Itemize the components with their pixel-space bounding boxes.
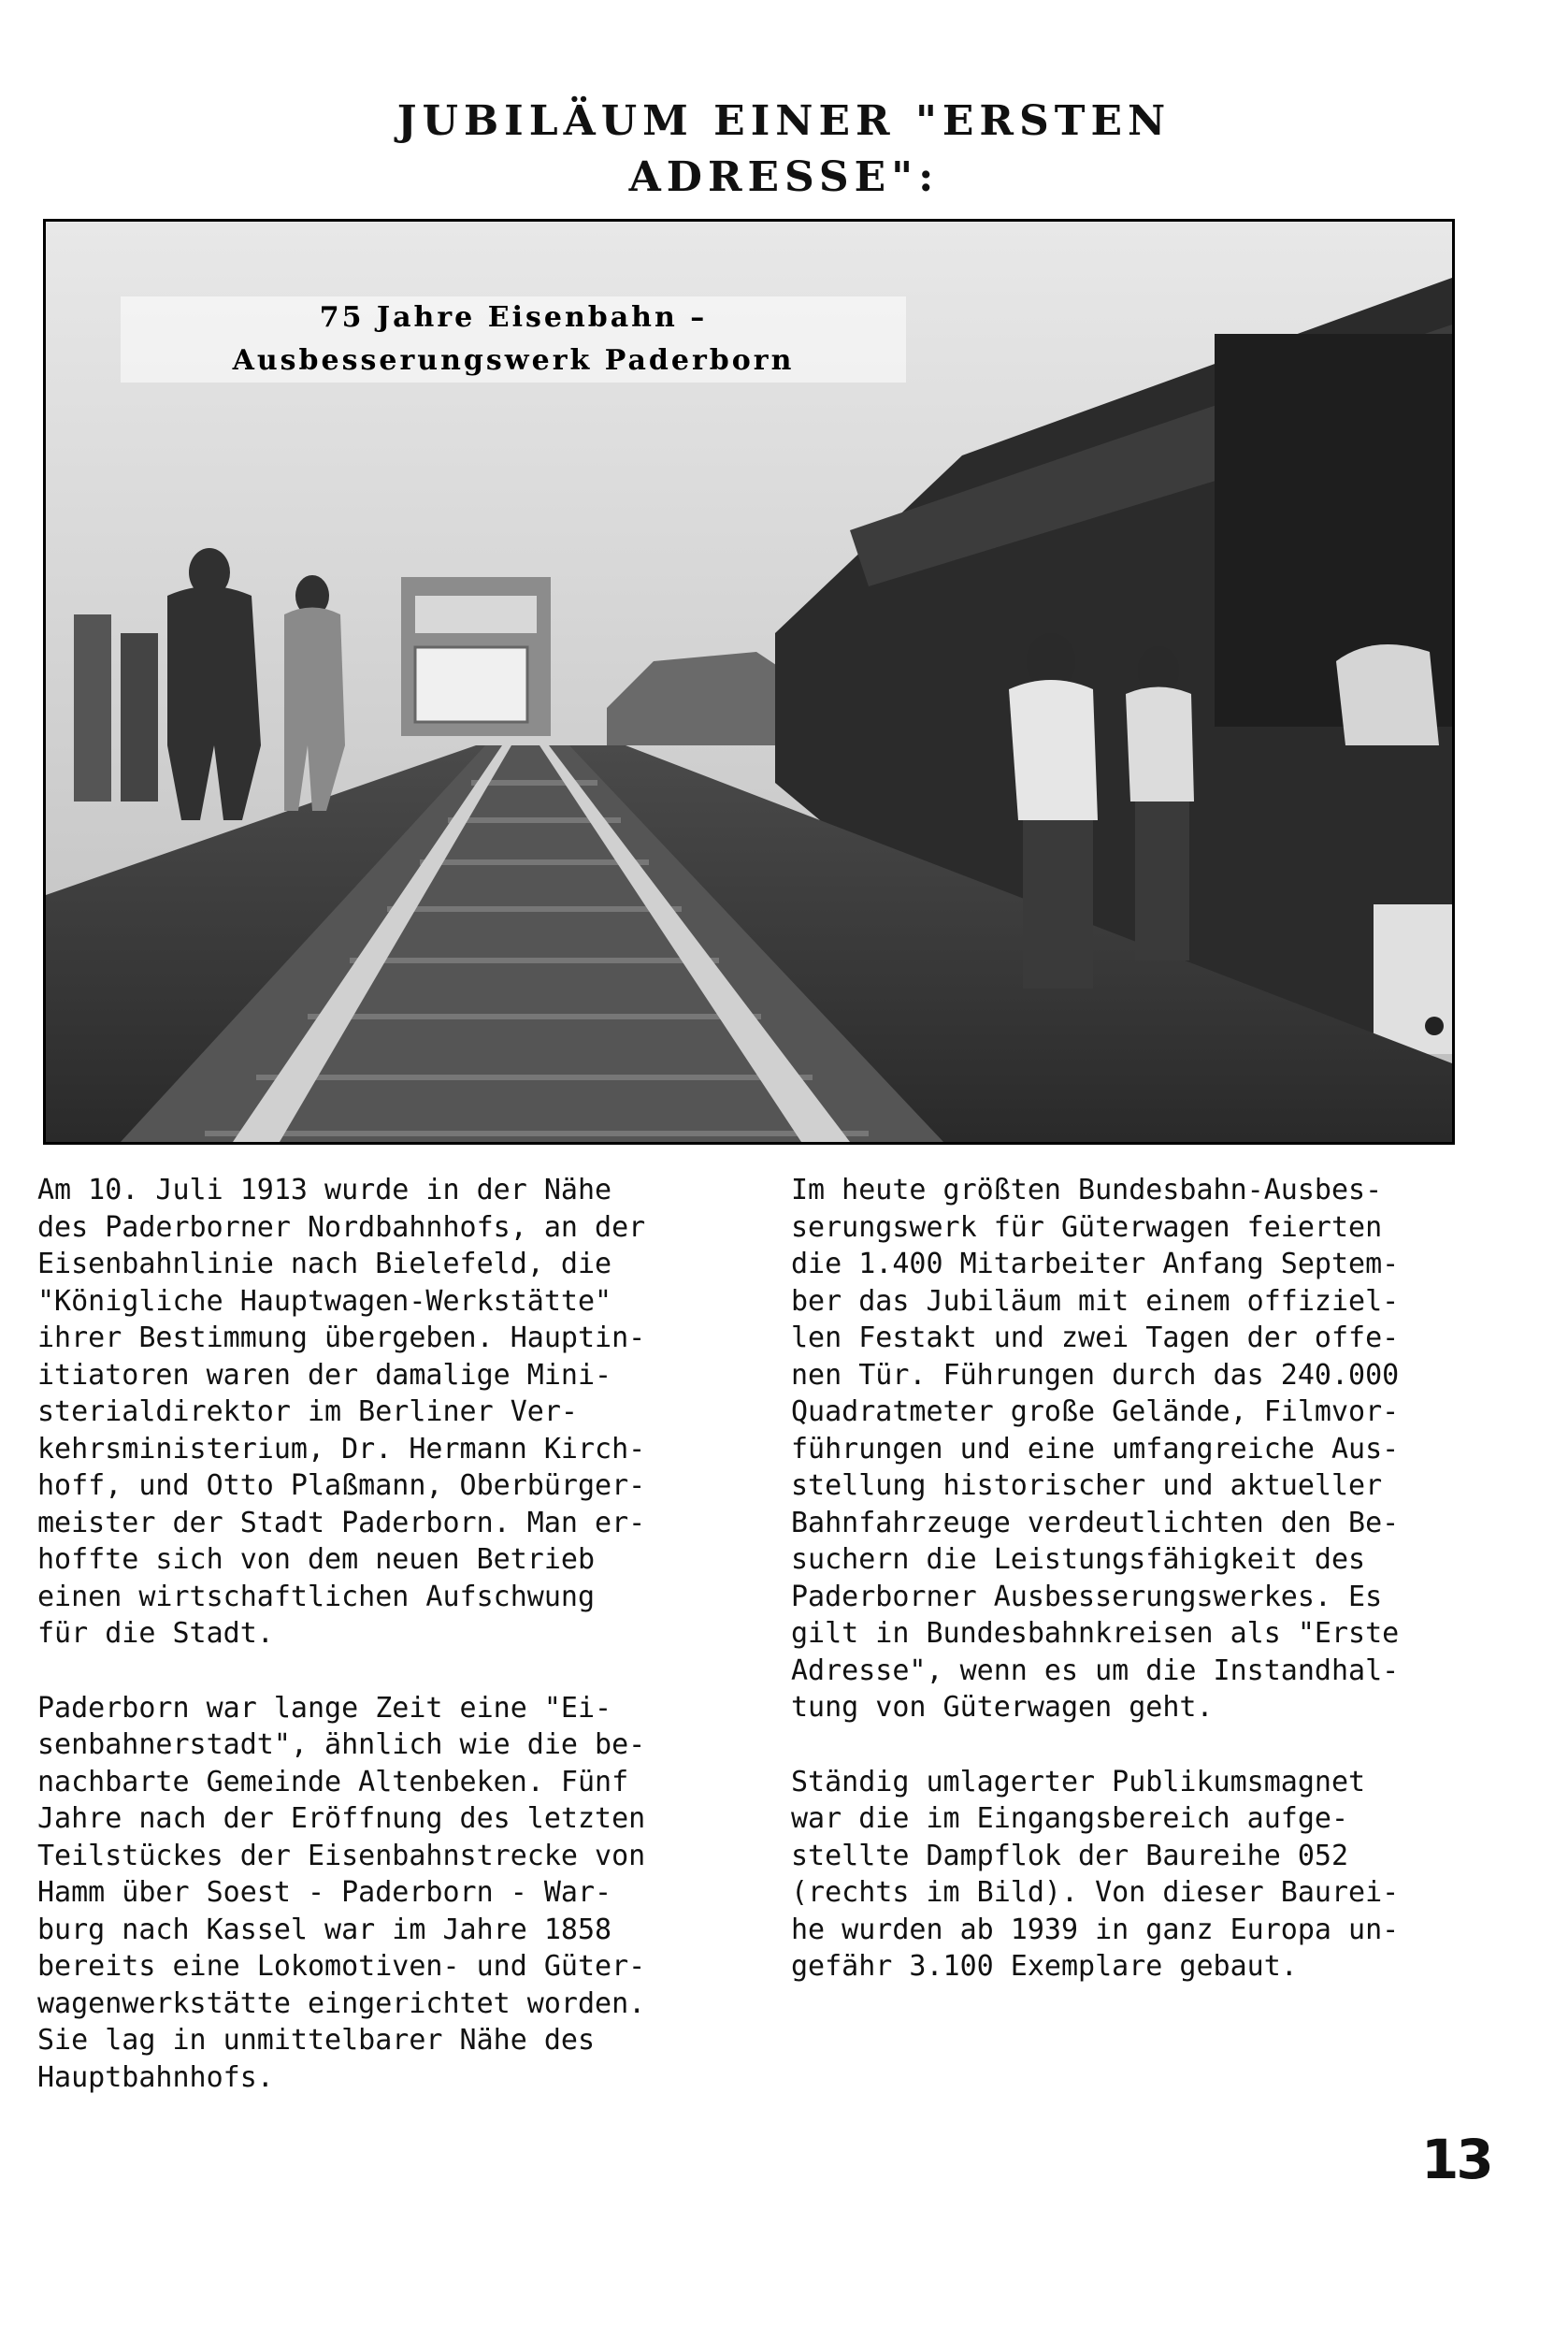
- right-column: [791, 1172, 1464, 2023]
- page-number: 13: [1421, 2128, 1491, 2191]
- right-paragraph-2: Ständig umlagerter Publikumsmagnet war die im Eingangsbereich aufge- stellte Dampflok der Baureihe 052 (rechts im Bild). Von dieser Baurei- he wurden ab 1939 in ganz Europa un- gefähr 3.100 Exemplare gebaut.: [791, 1765, 1400, 1983]
- photo-caption-line-1: 75 Jahre Eisenbahn –: [319, 301, 708, 334]
- left-column: [37, 1172, 711, 2133]
- headline-line-2: ADRESSE":: [628, 153, 940, 201]
- headline-line-1: JUBILÄUM EINER "ERSTEN: [396, 97, 1172, 145]
- photo-caption-line-2: Ausbesserungswerk Paderborn: [232, 344, 795, 377]
- photo-caption: [121, 296, 906, 383]
- left-paragraph-2: Paderborn war lange Zeit eine "Ei- senbahnerstadt", ähnlich wie die be- nachbarte Gemeinde Altenbeken. Fünf Jahre nach der Eröffnung des letzten Teilstückes der Eisenbahnstrecke von Hamm über Soest - Paderborn - War- burg nach Kassel war im Jahre 1858 bereits eine Lokomotiven- und Güter- wagenwerkstätte eingerichtet worden. Sie lag in unmittelbarer Nähe des Hauptbahnhofs.: [37, 1691, 646, 2094]
- left-paragraph-1: Am 10. Juli 1913 wurde in der Nähe des Paderborner Nordbahnhofs, an der Eisenbahnlinie nach Bielefeld, die "Königliche Hauptwagen-Werkstätte" ihrer Bestimmung übergeben. Hauptin- itiatoren waren der damalige Mini- sterialdirektor im Berliner Ver- kehrsministerium, Dr. Hermann Kirch- hoff, und Otto Plaßmann, Oberbürger- meister der Stadt Paderborn. Man er- hoffte sich von dem neuen Betrieb einen wirtschaftlichen Aufschwung für die Stadt.: [37, 1174, 646, 1650]
- right-paragraph-1: Im heute größten Bundesbahn-Ausbes- serungswerk für Güterwagen feierten die 1.400 Mitarbeiter Anfang Septem- ber das Jubiläum mit einem offiziel- len Festakt und zwei Tagen der offe- nen Tür. Führungen durch das 240.000 Quadratmeter große Gelände, Filmvor- führungen und eine umfangreiche Aus- stellung historischer und aktueller Bahnfahrzeuge verdeutlichten den Be- suchern die Leistungsfähigkeit des Paderborner Ausbesserungswerkes. Es gilt in Bundesbahnkreisen als "Erste Adresse", wenn es um die Instandhal- tung von Güterwagen geht.: [791, 1174, 1400, 1724]
- article-photo: [43, 219, 1455, 1145]
